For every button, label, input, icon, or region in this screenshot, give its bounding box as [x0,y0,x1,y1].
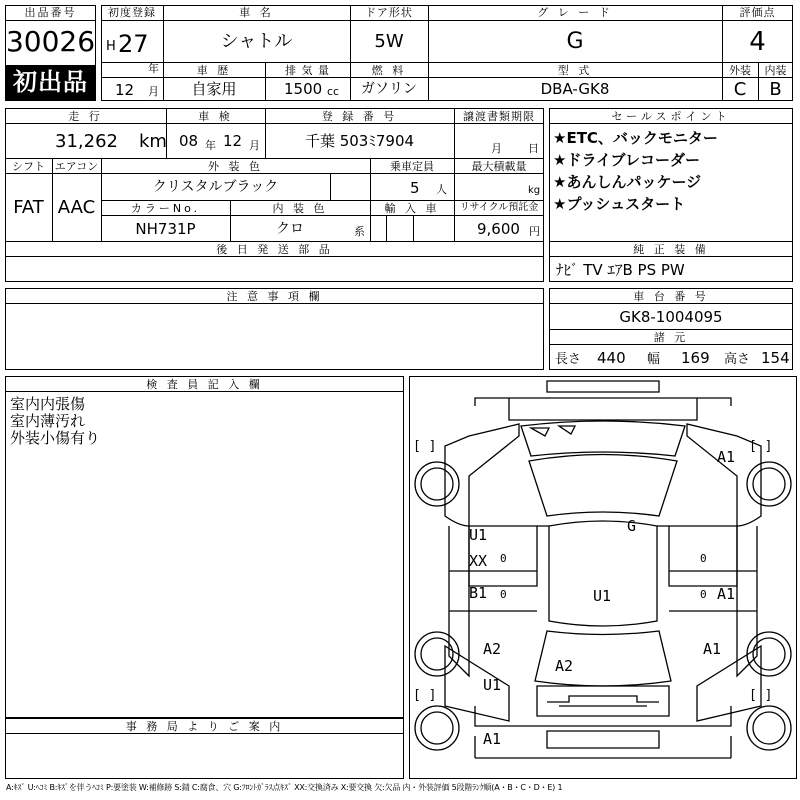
recycle-unit: 円 [529,225,540,238]
bracket-right-front: [ ] [749,439,773,454]
mileage: 31,262 [55,131,118,152]
int-color: クロ [276,221,304,237]
sales-point-item: ★プッシュスタート [553,195,686,213]
model-label: 型 式 [557,64,593,77]
shift-label: シフト [12,160,45,173]
int-color-label: 内 装 色 [272,202,328,215]
later-parts-label: 後 日 発 送 部 品 [216,243,333,256]
height-value: 154 [761,349,790,367]
length-value: 440 [597,349,626,367]
zero-mark: 0 [500,588,507,601]
width-value: 169 [681,349,710,367]
damage-label: G [627,517,637,535]
first-listing-badge: 初出品 [6,65,95,100]
aircon: AAC [57,197,96,218]
height-label: 高さ [724,352,751,367]
bracket-left-front: [ ] [413,439,437,454]
inspector-note: 外装小傷有り [10,429,101,447]
equipment-value: ﾅﾋﾞ TV ｴｱB PS PW [556,261,685,279]
max-load-label: 最大積載量 [471,160,527,173]
max-load-unit: kg [528,185,541,196]
inspection-month-unit: 月 [249,139,260,152]
score-label: 評価点 [739,6,776,19]
ext-color: クリスタルブラック [152,179,279,195]
sales-point-item: ★ドライブレコーダー [553,151,700,169]
door-type: 5W [374,31,404,52]
capacity-label: 乗車定員 [390,160,434,173]
zero-mark: 0 [500,552,507,565]
first-reg-year-unit: 年 [148,62,159,75]
door-label: ドア形状 [365,6,413,19]
grade: G [566,29,584,54]
damage-label: A1 [703,640,722,658]
aircon-label: エアコン [54,160,99,173]
inspector-note: 室内薄汚れ [10,412,86,430]
history-label: 車 歴 [196,64,232,77]
zero-mark: 0 [700,588,707,601]
import-label: 輸 入 車 [384,202,440,215]
sales-points-label: セールスポイント [611,110,731,123]
damage-label: XX [469,552,488,570]
dims-label: 諸 元 [653,331,689,344]
damage-label: U1 [469,526,488,544]
grade-label: グ レ ー ド [537,6,613,19]
chassis-label: 車 台 番 号 [633,290,709,303]
transfer-month-unit: 月 [491,142,502,155]
exterior-grade: C [733,79,747,100]
score: 4 [749,27,766,57]
damage-label: B1 [469,584,488,602]
interior-grade: B [769,79,782,100]
first-reg-label: 初度登録 [108,6,156,19]
length-label: 長さ [555,352,582,367]
damage-label: A2 [555,657,574,675]
car-diagram [409,376,797,779]
reg-no-label: 登 録 番 号 [321,110,398,123]
capacity: 5 [410,179,420,197]
fuel-label: 燃 料 [371,64,407,77]
shift: FAT [13,197,44,218]
first-reg-year: 27 [118,30,149,58]
color-no-label: カラーNo. [130,202,201,215]
mileage-label: 走 行 [68,110,103,123]
damage-label: A2 [483,640,502,658]
legend: A:ｷｽﾞ U:ﾍｺﾐ B:ｷｽﾞを伴うﾍｺﾐ P:要塗装 W:補修跡 S:錆 C:腐食、穴 G:ﾌﾛﾝﾄｶﾞﾗｽ点ｷｽﾞ XX:交換済み X:要交換 欠:欠品 内・外装評価 5段階ﾗﾝｸ順(A・B・C・D・E) 1 [6,783,563,792]
inspection-year-unit: 年 [205,139,216,152]
transfer-label: 譲渡書類期限 [463,110,535,123]
transfer-day-unit: 日 [528,142,539,155]
reg-no: 千葉 503ﾐ7904 [304,132,415,150]
car-name-label: 車 名 [239,6,274,19]
inspection-year: 08 [179,132,199,150]
office-label: 事 務 局 よ り ご 案 内 [125,720,284,733]
bracket-right-rear: [ ] [749,688,773,703]
exterior-label: 外装 [729,64,751,77]
chassis-number: GK8-1004095 [619,308,723,326]
color-no: NH731P [135,220,196,238]
displacement-label: 排 気 量 [285,64,330,77]
displacement-unit: cc [327,85,340,98]
inspection-month: 12 [223,132,243,150]
recycle-label: リサイクル預託金 [459,202,539,213]
first-reg-month: 12 [115,81,135,99]
int-color-unit: 系 [354,225,365,238]
damage-label: A1 [717,448,736,466]
damage-label: A1 [483,730,502,748]
inspector-label: 検 査 員 記 入 欄 [146,378,263,391]
width-label: 幅 [647,352,661,367]
zero-mark: 0 [700,552,707,565]
damage-label: U1 [593,587,612,605]
notes-label: 注 意 事 項 欄 [226,290,323,303]
sales-point-item: ★ETC、バックモニター [553,129,718,147]
car-name: シャトル [220,31,293,52]
damage-label: A1 [717,585,736,603]
first-reg-era: H [106,39,116,54]
lot-number: 30026 [5,25,96,58]
history: 自家用 [191,80,237,98]
bracket-left-rear: [ ] [413,688,437,703]
inspection-label: 車 検 [198,110,233,123]
capacity-unit: 人 [436,183,447,196]
damage-label: U1 [483,676,502,694]
first-reg-month-unit: 月 [148,85,159,98]
interior-label: 内装 [764,64,787,77]
mileage-unit: km [139,131,167,152]
equipment-label: 純 正 装 備 [633,243,709,256]
sales-point-item: ★あんしんパッケージ [553,173,702,191]
recycle: 9,600 [477,220,520,238]
displacement: 1500 [284,80,323,98]
fuel: ガソリン [361,81,417,97]
inspector-note: 室内内張傷 [10,395,86,413]
model: DBA-GK8 [540,80,610,98]
ext-color-label: 外 装 色 [208,160,263,173]
lot-label: 出品番号 [24,6,77,19]
